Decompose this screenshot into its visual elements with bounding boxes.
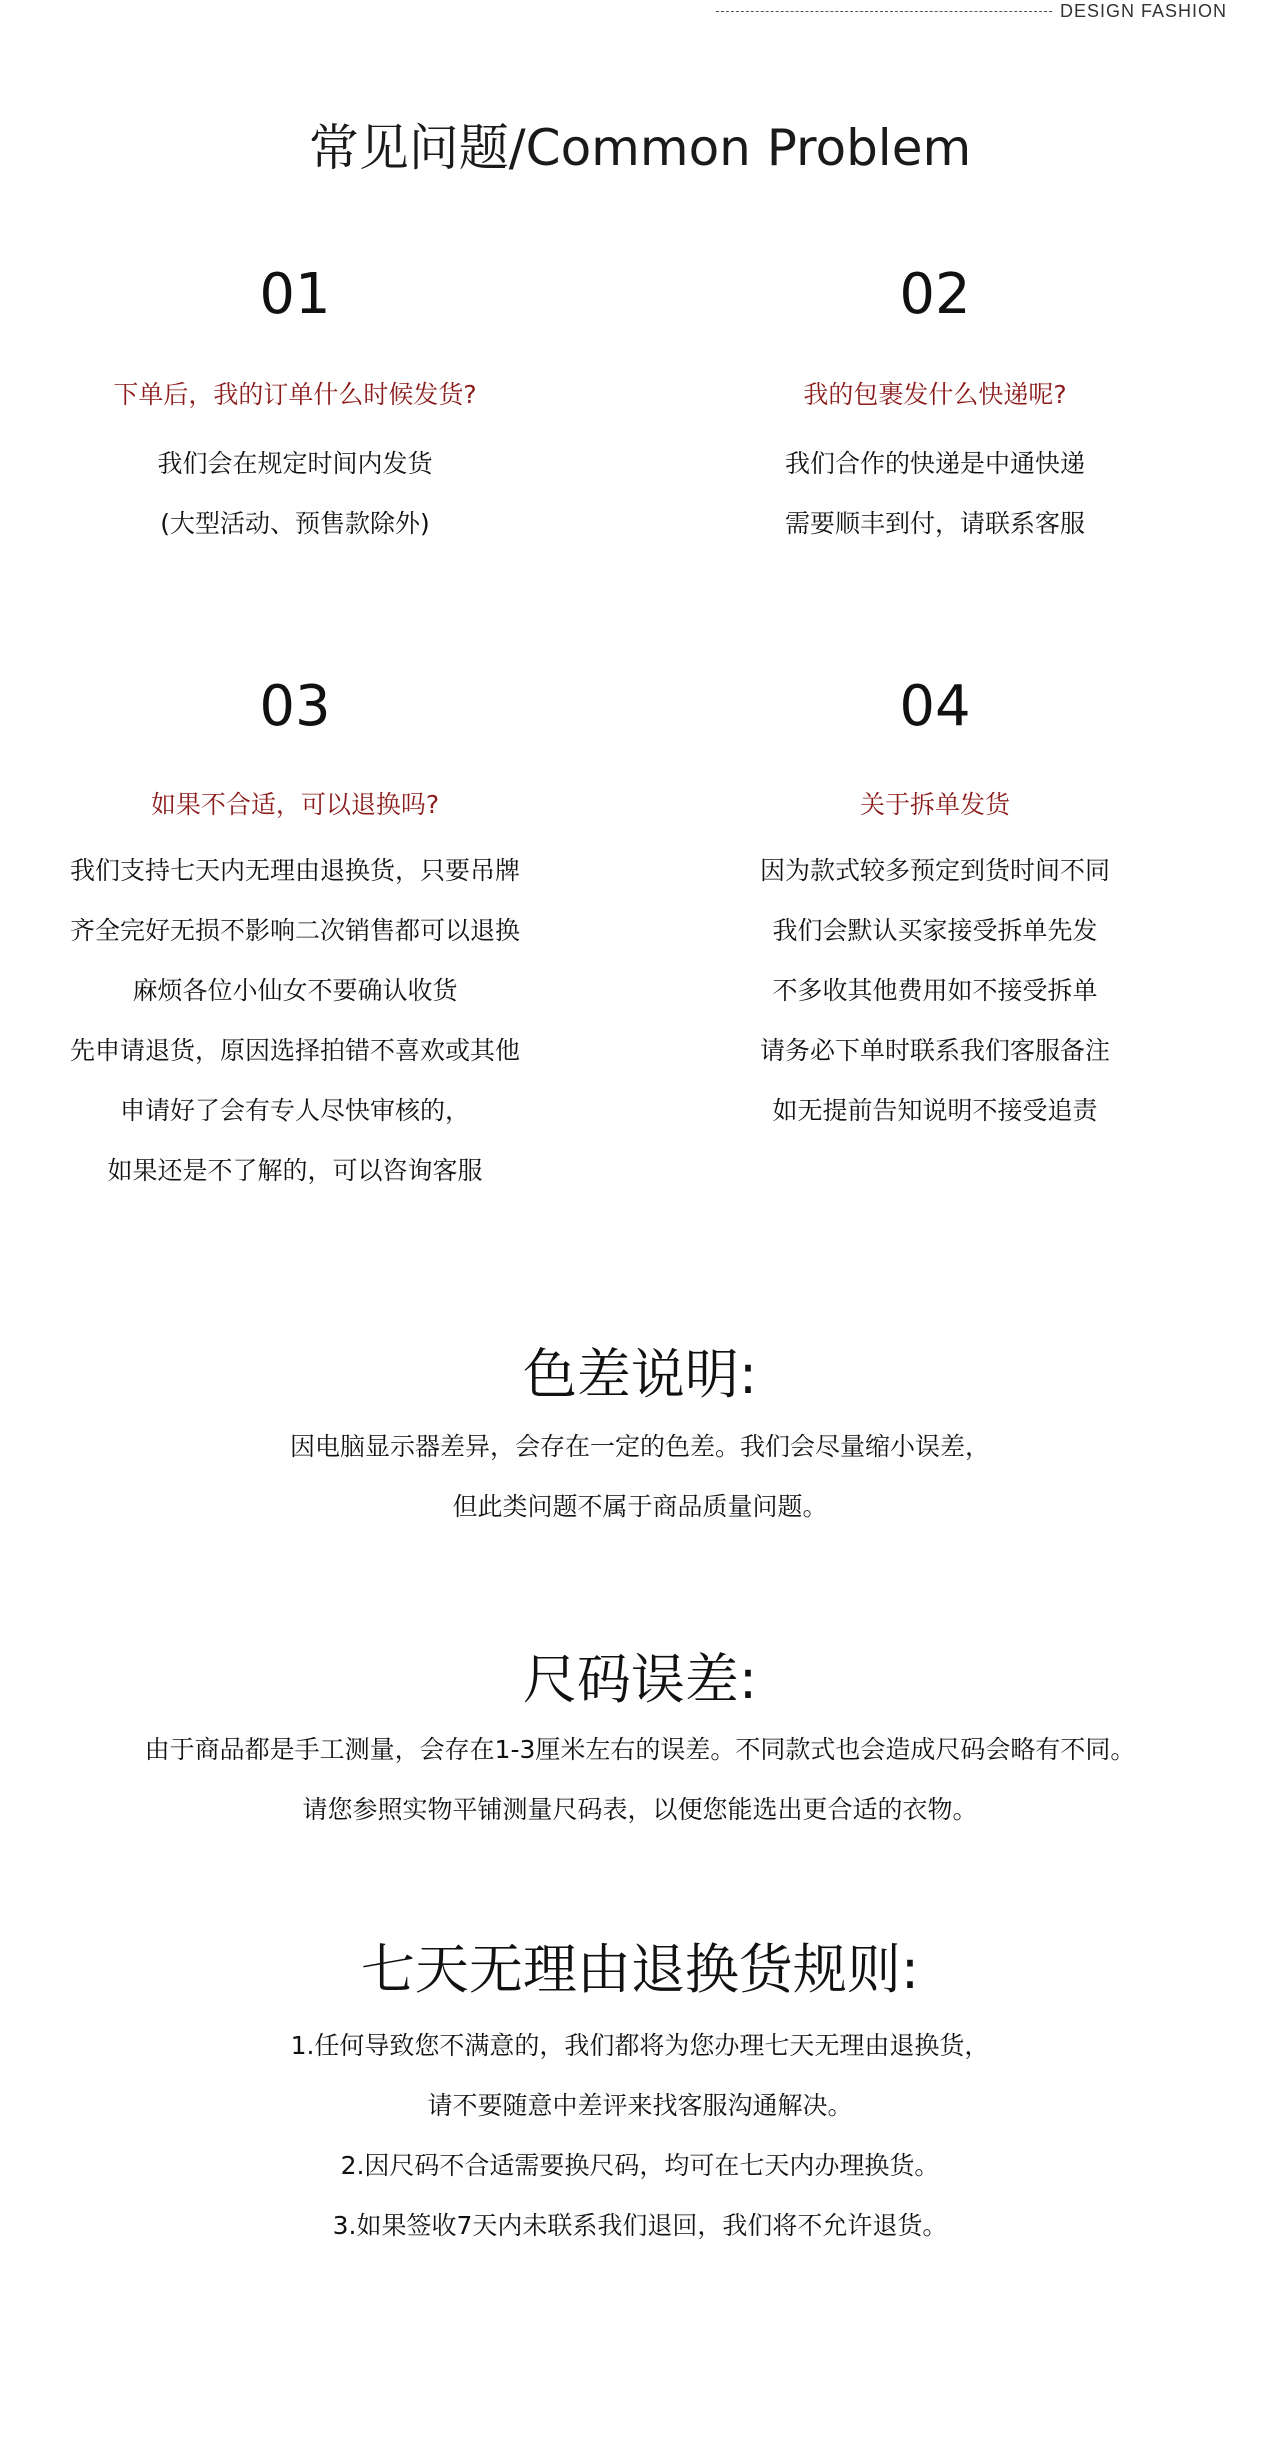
faq-item-02 <box>295 260 1280 554</box>
faq-answer-line: 需要顺丰到付，请联系客服 <box>784 509 1085 538</box>
faq-answer-line: 如无提前告知说明不接受追责 <box>772 1096 1098 1125</box>
faq-answer <box>295 434 1280 554</box>
faq-answer-line: 因为款式较多预定到货时间不同 <box>759 856 1110 885</box>
faq-answer-line: (大型活动、预售款除外) <box>160 509 430 538</box>
section-size-error <box>0 1640 1280 1840</box>
faq-answer-line: 请务必下单时联系我们客服备注 <box>759 1036 1110 1065</box>
section-line: 但此类问题不属于商品质量问题。 <box>452 1492 828 1521</box>
faq-answer-line: 我们支持七天内无理由退换货，只要吊牌 <box>69 856 520 885</box>
faq-answer-line: 申请好了会有专人尽快审核的， <box>119 1096 470 1125</box>
faq-item-04 <box>295 672 1280 1141</box>
section-line: 由于商品都是手工测量，会存在1-3厘米左右的误差。不同款式也会造成尺码会略有不同。 <box>144 1735 1136 1764</box>
section-line: 请不要随意中差评来找客服沟通解决。 <box>427 2091 853 2120</box>
section-line: 因电脑显示器差异，会存在一定的色差。我们会尽量缩小误差， <box>289 1432 990 1461</box>
faq-answer-line: 我们会在规定时间内发货 <box>157 449 433 478</box>
faq-question: 我的包裹发什么快递呢? <box>803 380 1067 409</box>
faq-answer-line: 齐全完好无损不影响二次销售都可以退换 <box>69 916 520 945</box>
faq-answer-line: 不多收其他费用如不接受拆单 <box>772 976 1098 1005</box>
section-lines <box>0 1417 1280 1537</box>
header-divider <box>716 11 1052 12</box>
faq-number: 01 <box>259 262 331 327</box>
faq-number: 03 <box>259 674 331 739</box>
faq-question: 关于拆单发货 <box>859 790 1010 819</box>
section-line: 2.因尺码不合适需要换尺码，均可在七天内办理换货。 <box>340 2151 940 2180</box>
section-line: 请您参照实物平铺测量尺码表，以便您能选出更合适的衣物。 <box>302 1795 978 1824</box>
section-lines <box>0 1720 1280 1840</box>
section-line: 3.如果签收7天内未联系我们退回，我们将不允许退货。 <box>332 2211 948 2240</box>
section-lines <box>0 2016 1280 2256</box>
faq-answer-line: 我们会默认买家接受拆单先发 <box>772 916 1098 945</box>
section-heading: 色差说明: <box>522 1343 758 1406</box>
section-heading: 尺码误差: <box>522 1648 758 1711</box>
faq-answer-line: 如果还是不了解的，可以咨询客服 <box>107 1156 483 1185</box>
brand-tag: DESIGN FASHION <box>1060 1 1228 21</box>
section-color-difference <box>0 1335 1280 1537</box>
faq-question: 如果不合适，可以退换吗? <box>150 790 440 819</box>
faq-number: 02 <box>899 262 971 327</box>
faq-question: 下单后，我的订单什么时候发货? <box>113 380 477 409</box>
faq-answer-line: 麻烦各位小仙女不要确认收货 <box>132 976 458 1005</box>
faq-number: 04 <box>899 674 971 739</box>
faq-answer <box>295 841 1280 1141</box>
faq-answer-line: 我们合作的快递是中通快递 <box>784 449 1085 478</box>
section-line: 1.任何导致您不满意的，我们都将为您办理七天无理由退换货， <box>290 2031 990 2060</box>
section-return-rules <box>0 1930 1280 2256</box>
page-title: 常见问题/Common Problem <box>308 119 972 177</box>
section-heading: 七天无理由退换货规则: <box>360 1938 920 2001</box>
faq-answer-line: 先申请退货，原因选择拍错不喜欢或其他 <box>69 1036 520 1065</box>
